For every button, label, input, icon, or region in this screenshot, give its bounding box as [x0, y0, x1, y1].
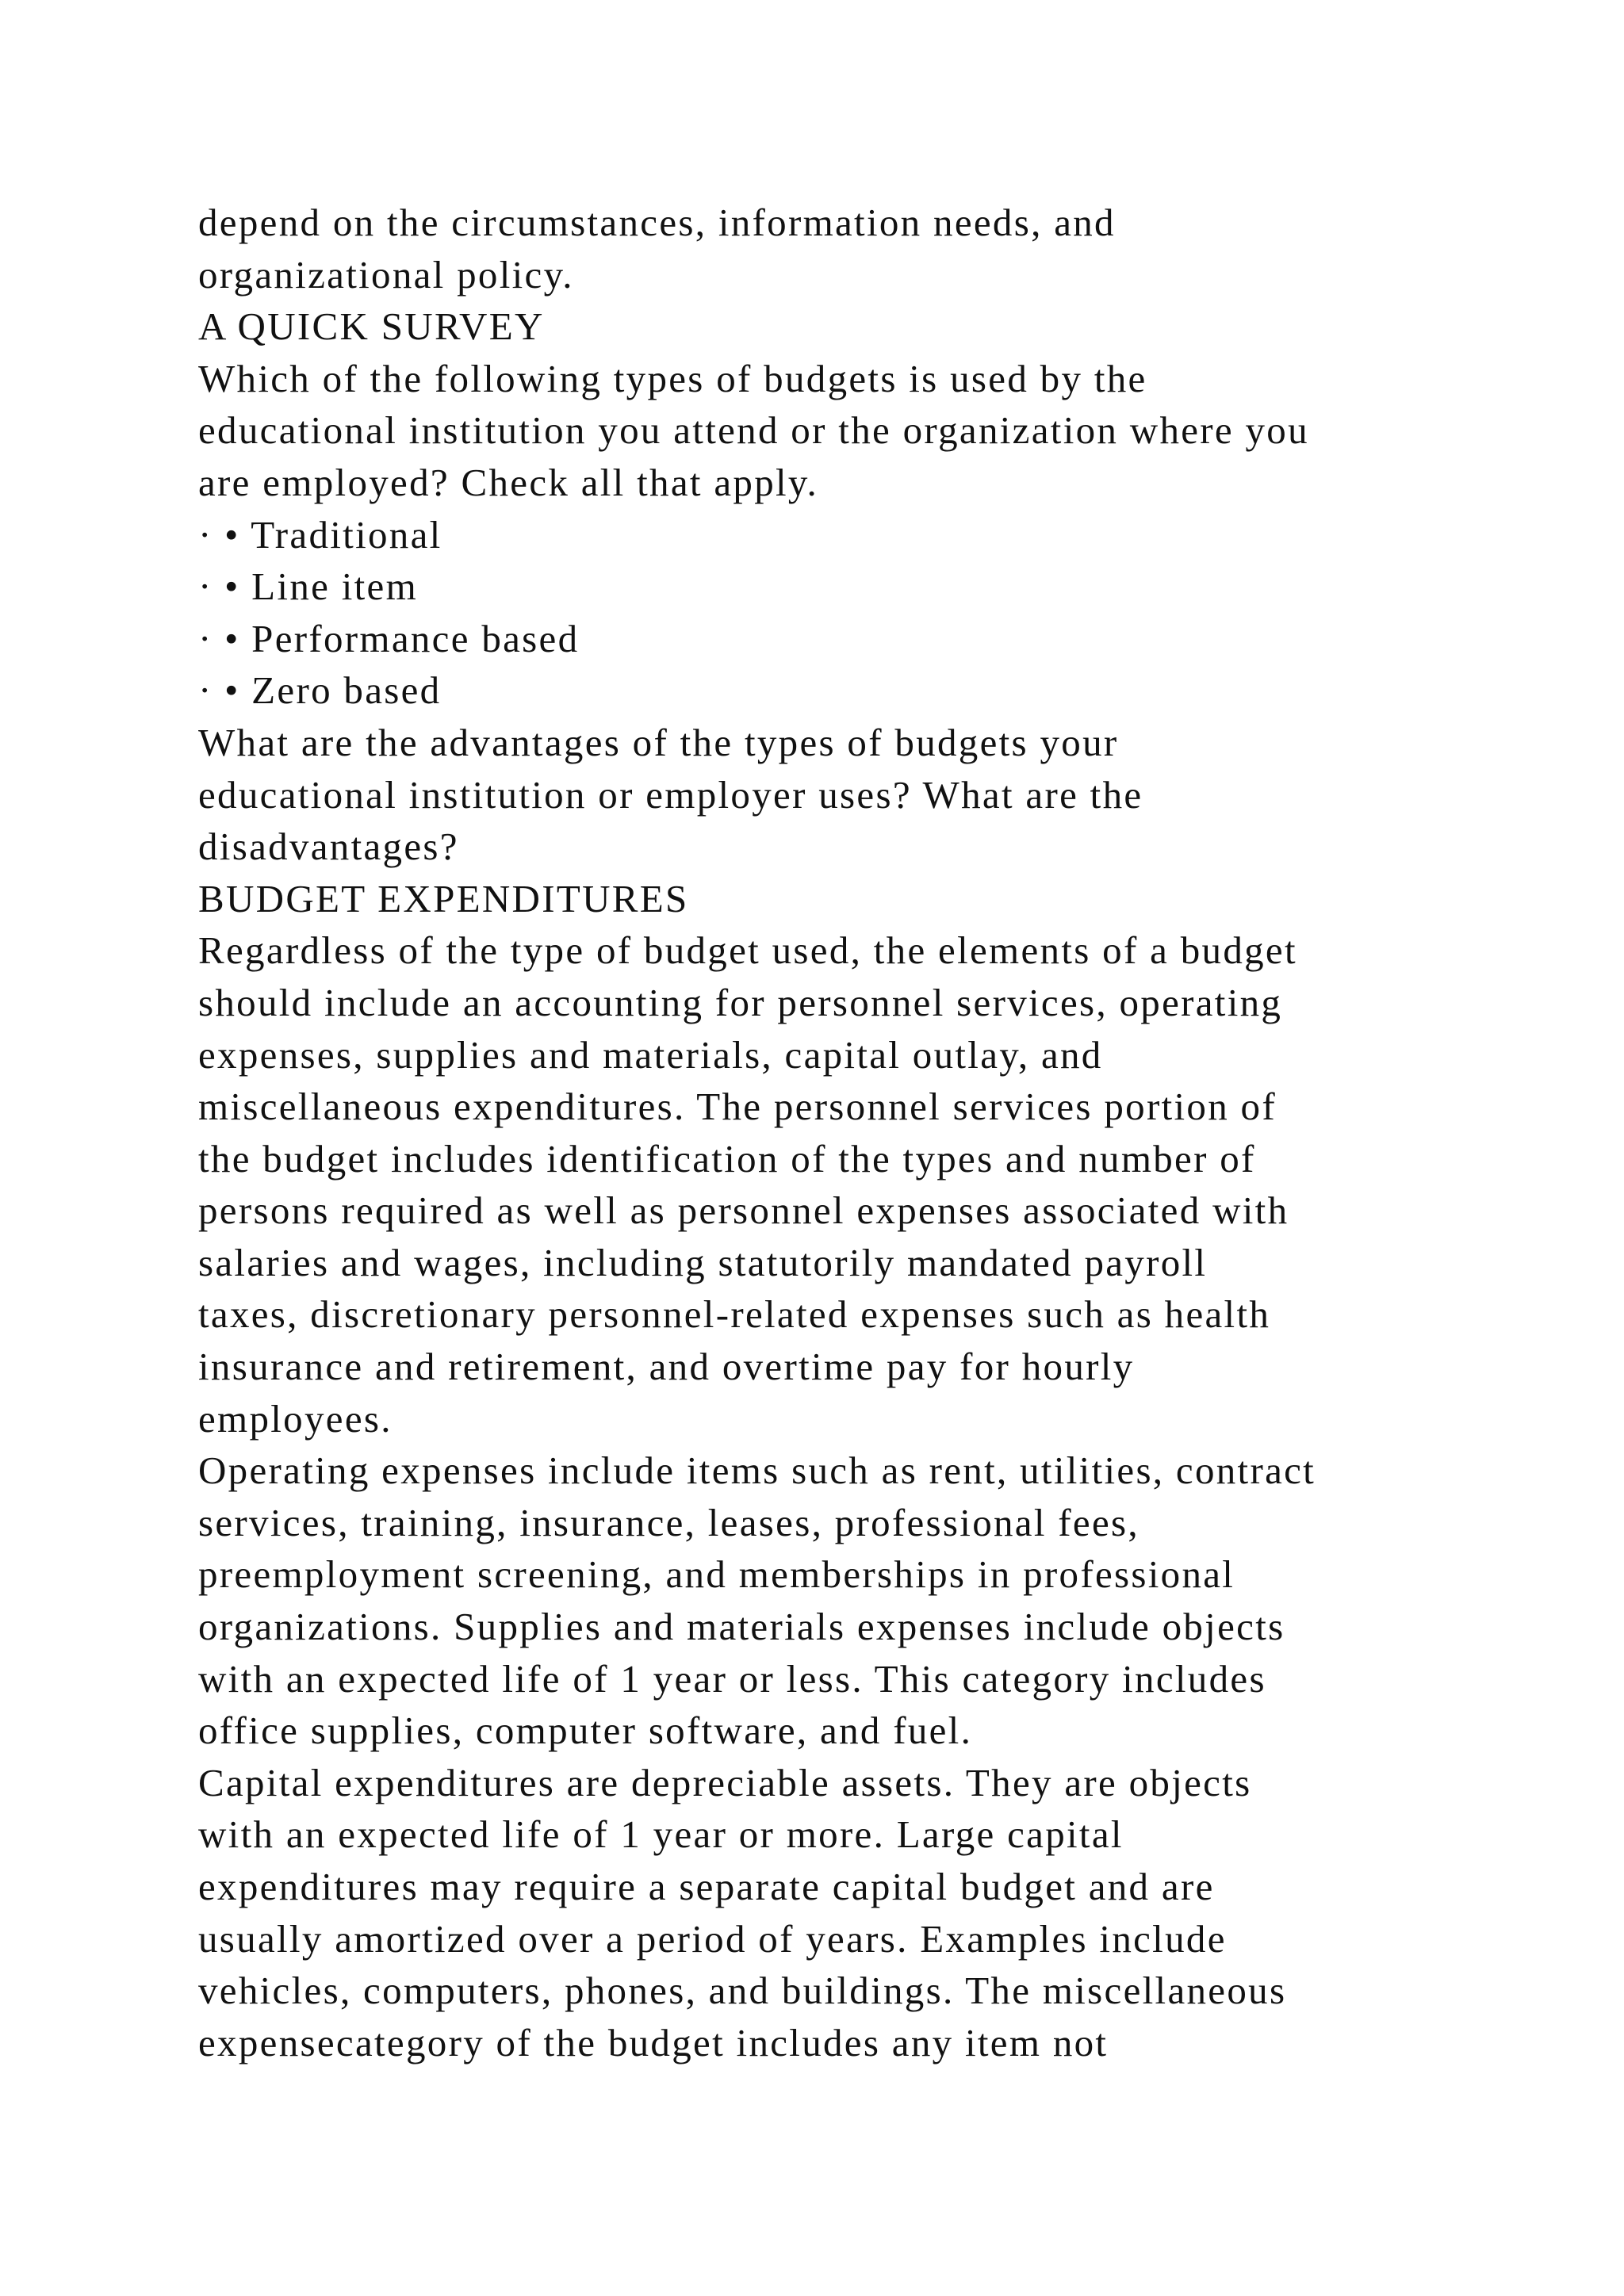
text-line: Which of the following types of budgets is used by the [198, 356, 1147, 400]
list-item: · • Performance based [198, 616, 580, 660]
text-line: What are the advantages of the types of budgets your [198, 720, 1119, 764]
list-item: · • Line item [198, 564, 419, 609]
text-line: Operating expenses include items such as rent, utilities, contract [198, 1448, 1316, 1493]
text-line: insurance and retirement, and overtime pay for hourly [198, 1345, 1135, 1389]
text-line: expenditures may require a separate capital budget and are [198, 1865, 1215, 1908]
text-line: taxes, discretionary personnel-related expenses such as health [198, 1292, 1271, 1337]
text-line: educational institution or employer uses? What are the [198, 772, 1143, 817]
text-line: usually amortized over a period of years. Examples include [198, 1916, 1227, 1961]
text-line: the budget includes identification of the types and number of [198, 1136, 1256, 1181]
text-line: educational institution you attend or the organization where you [198, 408, 1309, 453]
text-line: disadvantages? [198, 825, 459, 869]
text-line: with an expected life of 1 year or less. This category includes [198, 1656, 1266, 1701]
text-line: depend on the circumstances, information needs, and [198, 201, 1116, 244]
text-line: Regardless of the type of budget used, the elements of a budget [198, 928, 1297, 973]
text-line: organizational policy. [198, 252, 574, 297]
section-heading: BUDGET EXPENDITURES [198, 876, 689, 920]
text-line: salaries and wages, including statutorily mandated payroll [198, 1240, 1208, 1284]
text-line: services, training, insurance, leases, professional fees, [198, 1500, 1139, 1544]
text-line: expenses, supplies and materials, capital outlay, and [198, 1032, 1103, 1077]
text-line: expensecategory of the budget includes any item not [198, 2020, 1109, 2064]
text-line: Capital expenditures are depreciable assets. They are objects [198, 1760, 1252, 1804]
text-line: persons required as well as personnel expenses associated with [198, 1188, 1289, 1233]
section-heading: A QUICK SURVEY [198, 304, 545, 349]
text-line: preemployment screening, and memberships in professional [198, 1552, 1235, 1597]
text-line: are employed? Check all that apply. [198, 460, 819, 504]
text-line: should include an accounting for personnel services, operating [198, 980, 1283, 1024]
text-line: miscellaneous expenditures. The personnel services portion of [198, 1085, 1277, 1129]
text-line: with an expected life of 1 year or more. Large capital [198, 1812, 1124, 1857]
text-line: organizations. Supplies and materials expenses include objects [198, 1605, 1285, 1649]
list-item: · • Zero based [198, 668, 442, 713]
document-body [198, 197, 1483, 2068]
text-line: vehicles, computers, phones, and buildings. The miscellaneous [198, 1969, 1287, 2013]
text-line: office supplies, computer software, and fuel. [198, 1709, 973, 1753]
text-line: employees. [198, 1396, 393, 1441]
list-item: · • Traditional [198, 512, 442, 557]
